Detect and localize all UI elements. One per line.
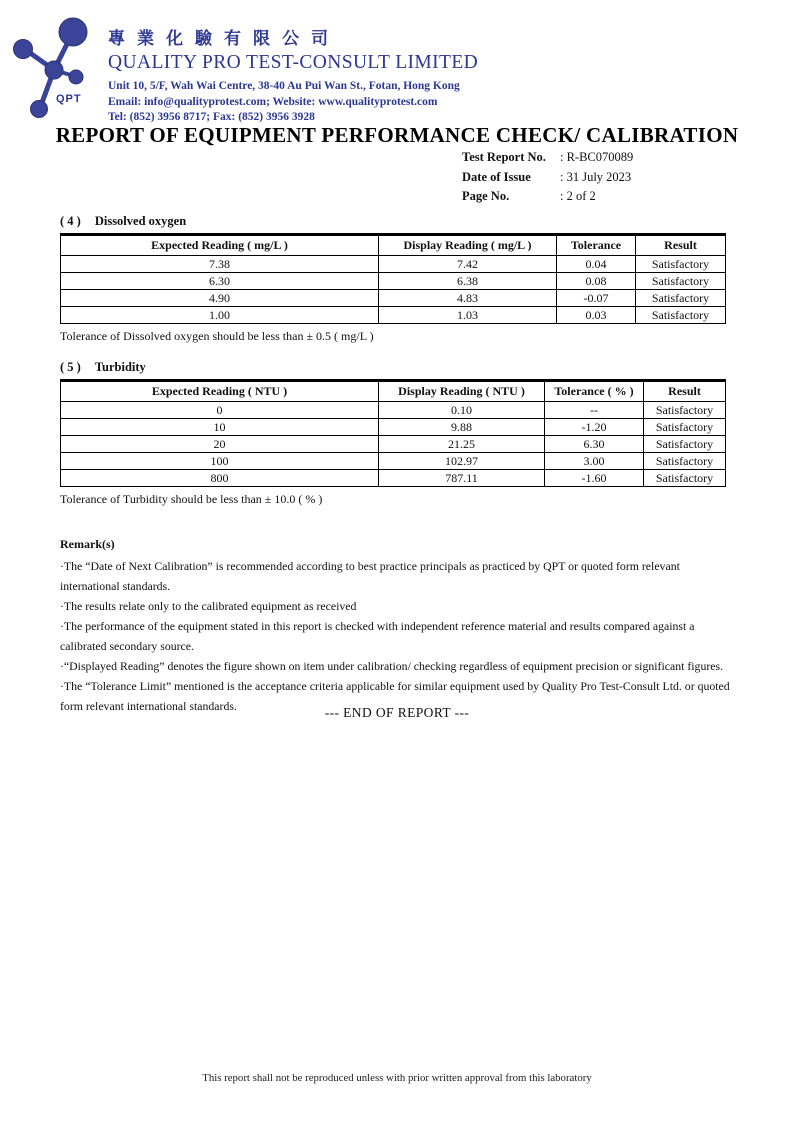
calibration-table: [60, 379, 726, 487]
table-cell: 7.42: [379, 256, 557, 273]
table-row: [61, 419, 726, 436]
tolerance-note: Tolerance of Turbidity should be less than ± 10.0 ( % ): [60, 492, 323, 506]
table-cell: 0.10: [379, 402, 545, 419]
company-tel-fax: Tel: (852) 3956 8717; Fax: (852) 3956 3928: [108, 111, 315, 123]
meta-label: Test Report No.: [462, 150, 546, 164]
section-number: ( 4 ): [60, 214, 81, 228]
company-name-chinese: 專業化驗有限公司: [108, 29, 340, 49]
calibration-table: [60, 233, 726, 324]
table-cell: 0.03: [557, 307, 636, 324]
table-cell: 6.38: [379, 273, 557, 290]
table-cell: 6.30: [545, 436, 644, 453]
meta-value: : R-BC070089: [560, 150, 634, 164]
table-cell: 20: [61, 436, 379, 453]
table-cell: -0.07: [557, 290, 636, 307]
section-number: ( 5 ): [60, 360, 81, 374]
table-cell: Satisfactory: [644, 470, 726, 487]
table-cell: 7.38: [61, 256, 379, 273]
section-title: Turbidity: [94, 360, 146, 374]
company-email-website: Email: info@qualityprotest.com; Website: www.qualityprotest.com: [108, 95, 438, 108]
section-heading: [60, 359, 735, 375]
column-header: Result: [636, 235, 726, 256]
table-cell: 1.00: [61, 307, 379, 324]
table-cell: 1.03: [379, 307, 557, 324]
table-cell: -1.60: [545, 470, 644, 487]
table-header-row: [61, 381, 726, 402]
meta-row-report-no: [462, 148, 633, 168]
meta-label: Page No.: [462, 189, 510, 203]
table-row: [61, 273, 726, 290]
table-row: [61, 290, 726, 307]
section-heading: [60, 213, 735, 229]
column-header: Expected Reading ( NTU ): [61, 381, 379, 402]
meta-row-page-no: [462, 187, 633, 207]
calibration-section: [60, 359, 735, 507]
table-cell: Satisfactory: [644, 402, 726, 419]
remark-item: ·“Displayed Reading” denotes the figure shown on item under calibration/ checking regardless of equipment precision or significant figures.: [60, 659, 724, 673]
table-row: [61, 453, 726, 470]
company-contact-block: [108, 79, 478, 126]
sections: [60, 213, 735, 522]
table-cell: 787.11: [379, 470, 545, 487]
remark-item: ·The “Tolerance Limit” mentioned is the acceptance criteria applicable for similar equipment used by Quality Pro Test-Consult Ltd. or quoted form relevant international standards.: [60, 679, 730, 713]
section-title: Dissolved oxygen: [94, 214, 187, 228]
meta-value: : 31 July 2023: [560, 169, 632, 184]
calibration-section: [60, 213, 735, 344]
table-cell: 3.00: [545, 453, 644, 470]
table-cell: -1.20: [545, 419, 644, 436]
table-row: [61, 307, 726, 324]
table-cell: 100: [61, 453, 379, 470]
column-header: Tolerance ( % ): [545, 381, 644, 402]
table-cell: Satisfactory: [644, 436, 726, 453]
page-footer-disclaimer: This report shall not be reproduced unless with prior written approval from this laboratory: [202, 1072, 592, 1084]
table-cell: 102.97: [379, 453, 545, 470]
table-cell: 21.25: [379, 436, 545, 453]
remarks-section: [60, 536, 736, 716]
letterhead: [10, 12, 478, 126]
column-header: Result: [644, 381, 726, 402]
table-cell: --: [545, 402, 644, 419]
table-row: [61, 402, 726, 419]
company-address: Unit 10, 5/F, Wah Wai Centre, 38-40 Au Pui Wan St., Fotan, Hong Kong: [108, 80, 460, 92]
meta-label: Date of Issue: [462, 169, 531, 184]
qpt-molecule-logo-icon: [10, 12, 102, 120]
table-cell: 800: [61, 470, 379, 487]
table-cell: Satisfactory: [644, 453, 726, 470]
table-cell: 6.30: [61, 273, 379, 290]
column-header: Expected Reading ( mg/L ): [61, 235, 379, 256]
table-header-row: [61, 235, 726, 256]
table-cell: 9.88: [379, 419, 545, 436]
table-cell: Satisfactory: [636, 290, 726, 307]
table-cell: 4.83: [379, 290, 557, 307]
remark-item: ·The performance of the equipment stated in this report is checked with independent reference material and results compared against a calibrated secondary source.: [60, 619, 695, 653]
table-row: [61, 256, 726, 273]
end-of-report-marker: --- END OF REPORT ---: [324, 705, 470, 720]
table-cell: 0.04: [557, 256, 636, 273]
table-cell: 10: [61, 419, 379, 436]
table-cell: Satisfactory: [644, 419, 726, 436]
column-header: Display Reading ( NTU ): [379, 381, 545, 402]
table-cell: Satisfactory: [636, 256, 726, 273]
logo-text: QPT: [56, 93, 82, 105]
letterhead-text: [108, 12, 478, 126]
table-cell: 0: [61, 402, 379, 419]
report-meta: [462, 148, 633, 207]
table-cell: Satisfactory: [636, 307, 726, 324]
table-cell: Satisfactory: [636, 273, 726, 290]
meta-value: : 2 of 2: [560, 189, 596, 203]
remark-item: ·The “Date of Next Calibration” is recommended according to best practice principals as practiced by QPT or quoted form relevant international standards.: [60, 559, 680, 593]
table-cell: 0.08: [557, 273, 636, 290]
company-name-english: QUALITY PRO TEST-CONSULT LIMITED: [108, 52, 479, 73]
remarks-heading: Remark(s): [60, 537, 115, 551]
remark-item: ·The results relate only to the calibrated equipment as received: [60, 599, 357, 613]
meta-row-date-of-issue: [462, 168, 633, 188]
remarks-list: [60, 556, 736, 716]
table-cell: 4.90: [61, 290, 379, 307]
report-title: REPORT OF EQUIPMENT PERFORMANCE CHECK/ CALIBRATION: [55, 123, 739, 147]
column-header: Display Reading ( mg/L ): [379, 235, 557, 256]
table-row: [61, 470, 726, 487]
table-row: [61, 436, 726, 453]
tolerance-note: Tolerance of Dissolved oxygen should be less than ± 0.5 ( mg/L ): [60, 329, 374, 343]
column-header: Tolerance: [557, 235, 636, 256]
